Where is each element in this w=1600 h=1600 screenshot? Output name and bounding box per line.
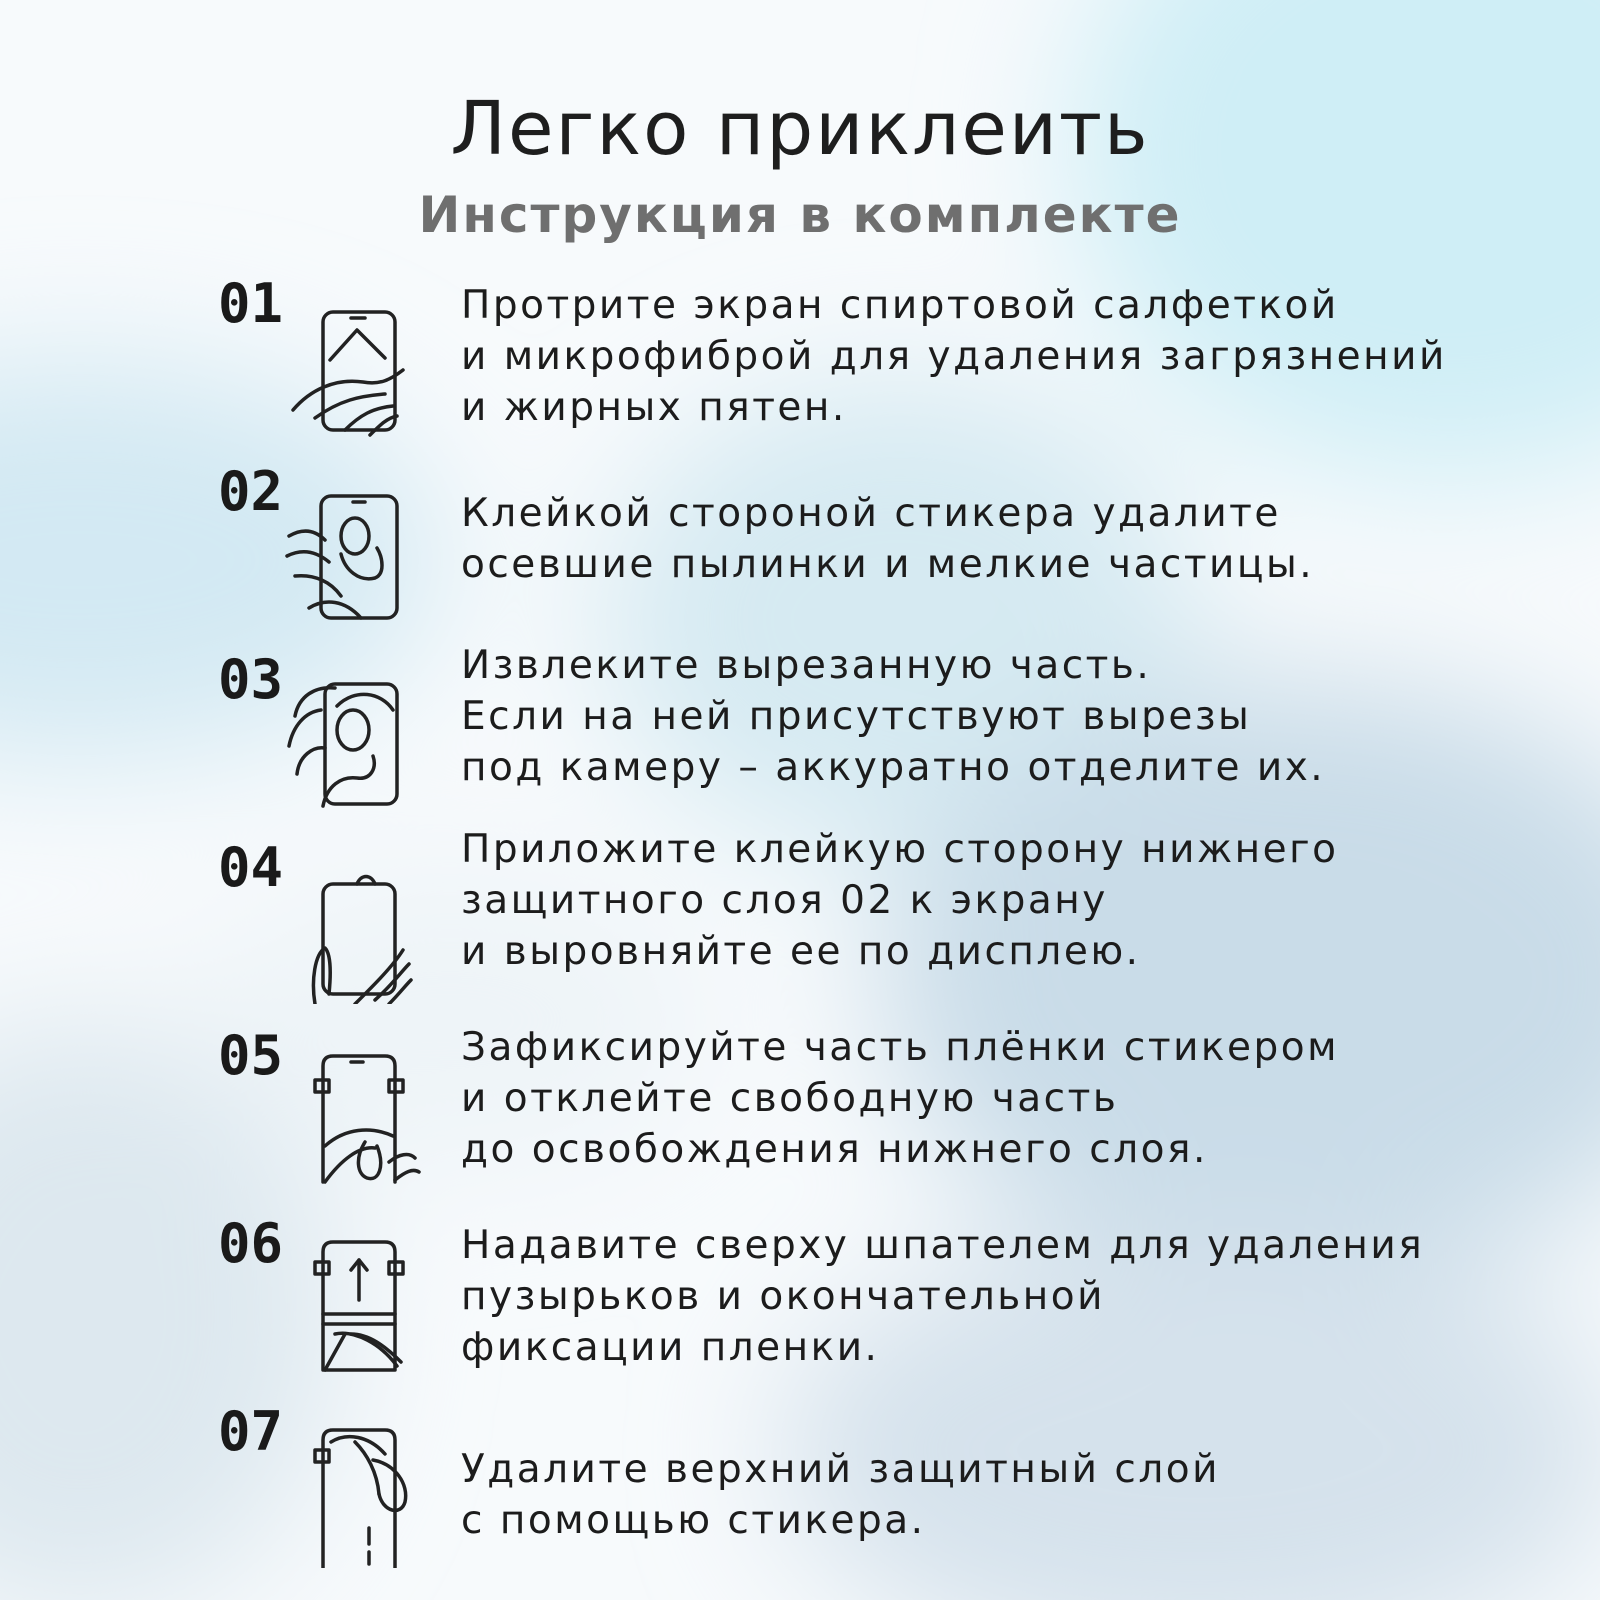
wipe-screen-icon [285, 290, 425, 440]
step-number: 05 [218, 1024, 284, 1087]
step-text [461, 824, 1581, 977]
fix-sticker-icon [285, 1042, 425, 1192]
step-text-line: Удалите верхний защитный слой [461, 1447, 1220, 1492]
step-01 [0, 272, 1600, 470]
peel-top-layer-icon [285, 1418, 425, 1568]
step-text-line: и микрофиброй для удаления загрязнений [461, 334, 1447, 379]
page-subtitle: Инструкция в комплекте [418, 186, 1182, 244]
step-03 [0, 643, 1600, 846]
dust-sticker-icon [285, 478, 425, 628]
step-04 [0, 827, 1600, 1034]
step-06 [0, 1212, 1600, 1410]
step-07 [0, 1400, 1600, 1598]
step-text-line: Извлеките вырезанную часть. [461, 643, 1152, 688]
step-text-line: Надавите сверху шпателем для удаления [461, 1223, 1425, 1268]
step-text [461, 1022, 1581, 1175]
step-text-line: до освобождения нижнего слоя. [461, 1127, 1208, 1172]
step-number: 03 [218, 648, 284, 711]
step-02 [0, 460, 1600, 658]
step-text [461, 280, 1581, 433]
step-text [461, 488, 1581, 590]
step-text-line: и жирных пятен. [461, 385, 847, 430]
step-text-line: Протрите экран спиртовой салфеткой [461, 283, 1339, 328]
step-text-line: осевшие пылинки и мелкие частицы. [461, 542, 1315, 587]
step-text-line: и выровняйте ее по дисплею. [461, 929, 1141, 974]
step-number: 02 [218, 460, 284, 523]
step-text-line: Если на ней присутствуют вырезы [461, 694, 1252, 739]
step-text-line: Клейкой стороной стикера удалите [461, 491, 1281, 536]
step-text-line: с помощью стикера. [461, 1498, 926, 1543]
step-text-line: Зафиксируйте часть плёнки стикером [461, 1025, 1340, 1070]
step-text-line: пузырьков и окончательной [461, 1274, 1105, 1319]
squeegee-icon [285, 1230, 425, 1380]
step-number: 04 [218, 836, 284, 899]
step-text [461, 1220, 1581, 1373]
step-text [461, 1444, 1581, 1546]
page-title: Легко приклеить [450, 86, 1150, 172]
step-text-line: защитного слоя 02 к экрану [461, 878, 1108, 923]
step-number: 07 [218, 1400, 284, 1463]
step-text-line: под камеру – аккуратно отделите их. [461, 745, 1326, 790]
step-text-line: и отклейте свободную часть [461, 1076, 1119, 1121]
step-number: 06 [218, 1212, 284, 1275]
step-text [461, 640, 1581, 793]
step-number: 01 [218, 272, 284, 335]
step-text-line: Приложите клейкую сторону нижнего [461, 827, 1339, 872]
step-05 [0, 1024, 1600, 1222]
remove-cutout-icon [285, 666, 425, 816]
apply-film-icon [285, 854, 425, 1004]
step-text-line: фиксации пленки. [461, 1325, 880, 1370]
